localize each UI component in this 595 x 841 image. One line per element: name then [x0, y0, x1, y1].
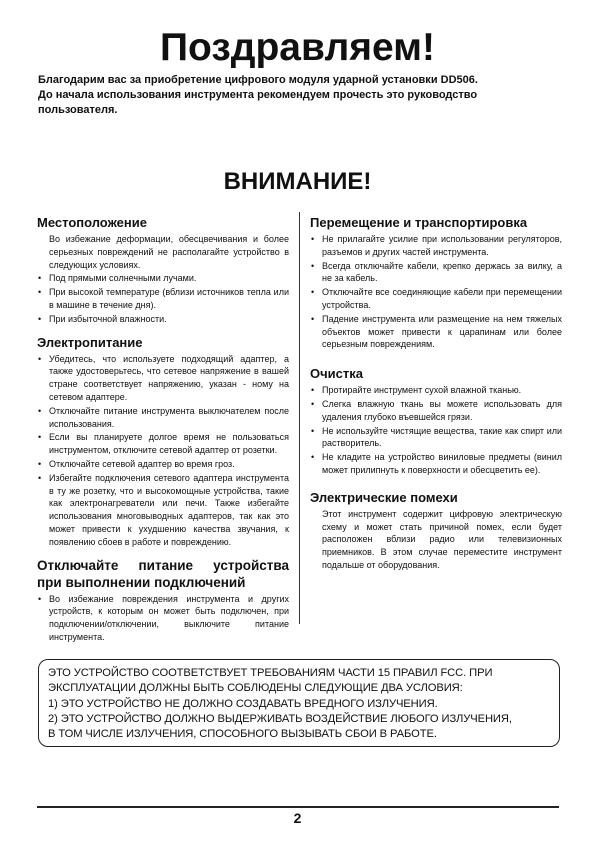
cleaning-list — [310, 384, 562, 477]
list-item: • Падение инструмента или размещение на нем тяжелых объектов может привести к царапинам или более серьезным повреждениям. — [310, 313, 562, 351]
column-divider — [299, 212, 300, 624]
list-item: • Убедитесь, что используете подходящий адаптер, а также удостоверьтесь, что сетевое напряжение в вашей стране соответствует напряжению, указан - ному на сетевом адаптере. — [37, 353, 289, 404]
left-column — [37, 214, 289, 645]
section-heading-location: Местоположение — [37, 215, 147, 230]
interference-text: Этот инструмент содержит цифровую электрическую схему и может стать причиной помех, если будет расположен вблизи радио или телевизионных приемников. В этом случае переместите инструмент подальше от оборудования. — [322, 508, 562, 570]
transport-list — [310, 233, 562, 351]
list-item: • Не используйте чистящие вещества, такие как спирт или растворитель. — [310, 425, 562, 451]
intro-paragraph — [38, 73, 558, 118]
right-column — [310, 214, 562, 573]
disconnect-heading-line: при выполнении подключений — [37, 574, 246, 590]
section-heading-disconnect — [37, 557, 289, 591]
section-heading-power: Электропитание — [37, 334, 143, 350]
notice-line: 2) ЭТО УСТРОЙСТВО ДОЛЖНО ВЫДЕРЖИВАТЬ ВОЗДЕЙСТВИЕ ЛЮБОГО ИЗЛУЧЕНИЯ, — [48, 712, 512, 725]
list-item: • Всегда отключайте кабели, крепко держась за вилку, а не за кабель. — [310, 260, 562, 286]
location-text: Во избежание деформации, обесцвечивания и более серьезных повреждений не располагайте устройство в следующих условиях. — [49, 234, 289, 270]
footer-divider — [37, 806, 559, 808]
section-heading-interference: Электрические помехи — [310, 489, 458, 505]
list-item: • Отключайте все соединяющие кабели при перемещении устройства. — [310, 286, 562, 312]
disconnect-list — [37, 593, 289, 644]
list-item: • Отключайте сетевой адаптер во время гроз. — [37, 458, 289, 471]
notice-line: 1) ЭТО УСТРОЙСТВО НЕ ДОЛЖНО СОЗДАВАТЬ ВРЕДНОГО ИЗЛУЧЕНИЯ. — [48, 697, 438, 710]
section-heading-cleaning: Очистка — [310, 366, 363, 382]
list-item: • Слегка влажную ткань вы можете использовать для удаления глубоко въевшейся грязи. — [310, 398, 562, 424]
notice-line: ЭКСПЛУАТАЦИИ ДОЛЖНЫ БЫТЬ СОБЛЮДЕНЫ СЛЕДУЮЩИЕ ДВА УСЛОВИЯ: — [48, 682, 463, 695]
intro-line: До начала использования инструмента рекомендуем прочесть это руководство — [38, 89, 478, 101]
page-number: 2 — [293, 810, 302, 826]
list-item: • Не кладите на устройство виниловые предметы (винил может прилипнуть к поверхности и обесцветить ее). — [310, 451, 562, 477]
list-item: • Отключайте питание инструмента выключателем после использования. — [37, 405, 289, 431]
power-list — [37, 353, 289, 549]
list-item: • Под прямыми солнечными лучами. — [37, 272, 289, 285]
list-item: • Протирайте инструмент сухой влажной тканью. — [310, 384, 562, 397]
warning-heading: ВНИМАНИЕ! — [223, 168, 372, 195]
fcc-notice-box — [38, 659, 560, 747]
intro-line: Благодарим вас за приобретение цифрового модуля ударной установки DD506. — [38, 74, 478, 86]
disconnect-heading-line: Отключайте питание устройства — [37, 557, 289, 573]
list-item: • При избыточной влажности. — [37, 313, 289, 326]
section-heading-transport: Перемещение и транспортировка — [310, 215, 528, 230]
intro-line: пользователя. — [38, 104, 118, 116]
notice-line: ЭТО УСТРОЙСТВО СООТВЕТСТВУЕТ ТРЕБОВАНИЯМ ЧАСТИ 15 ПРАВИЛ FCC. ПРИ — [48, 667, 493, 679]
list-item: • Если вы планируете долгое время не пользоваться инструментом, отключите сетевой адаптер от розетки. — [37, 431, 289, 457]
list-item: • При высокой температуре (вблизи источников тепла или в машине в течение дня). — [37, 286, 289, 312]
list-item: • Не прилагайте усилие при использовании регуляторов, разъемов и других частей инструмента. — [310, 233, 562, 259]
page-title: Поздравляем! — [160, 26, 435, 69]
notice-line: В ТОМ ЧИСЛЕ ИЗЛУЧЕНИЯ, СПОСОБНОГО ВЫЗЫВАТЬ СБОИ В РАБОТЕ. — [48, 728, 437, 741]
list-item: • Избегайте подключения сетевого адаптера инструмента в ту же розетку, что и высокомощные устройства, такие как электронагреватели или печи. Также избегайте использования многовыводных адаптеров, так как это может привести к ухудшению качества звучания, к появлению сбоев в работе и повреждению. — [37, 472, 289, 549]
location-list — [37, 272, 289, 325]
list-item: • Во избежание повреждения инструмента и других устройств, к которым он может быть подключен, при подключении/отключении, выключите питание инструмента. — [37, 593, 289, 644]
